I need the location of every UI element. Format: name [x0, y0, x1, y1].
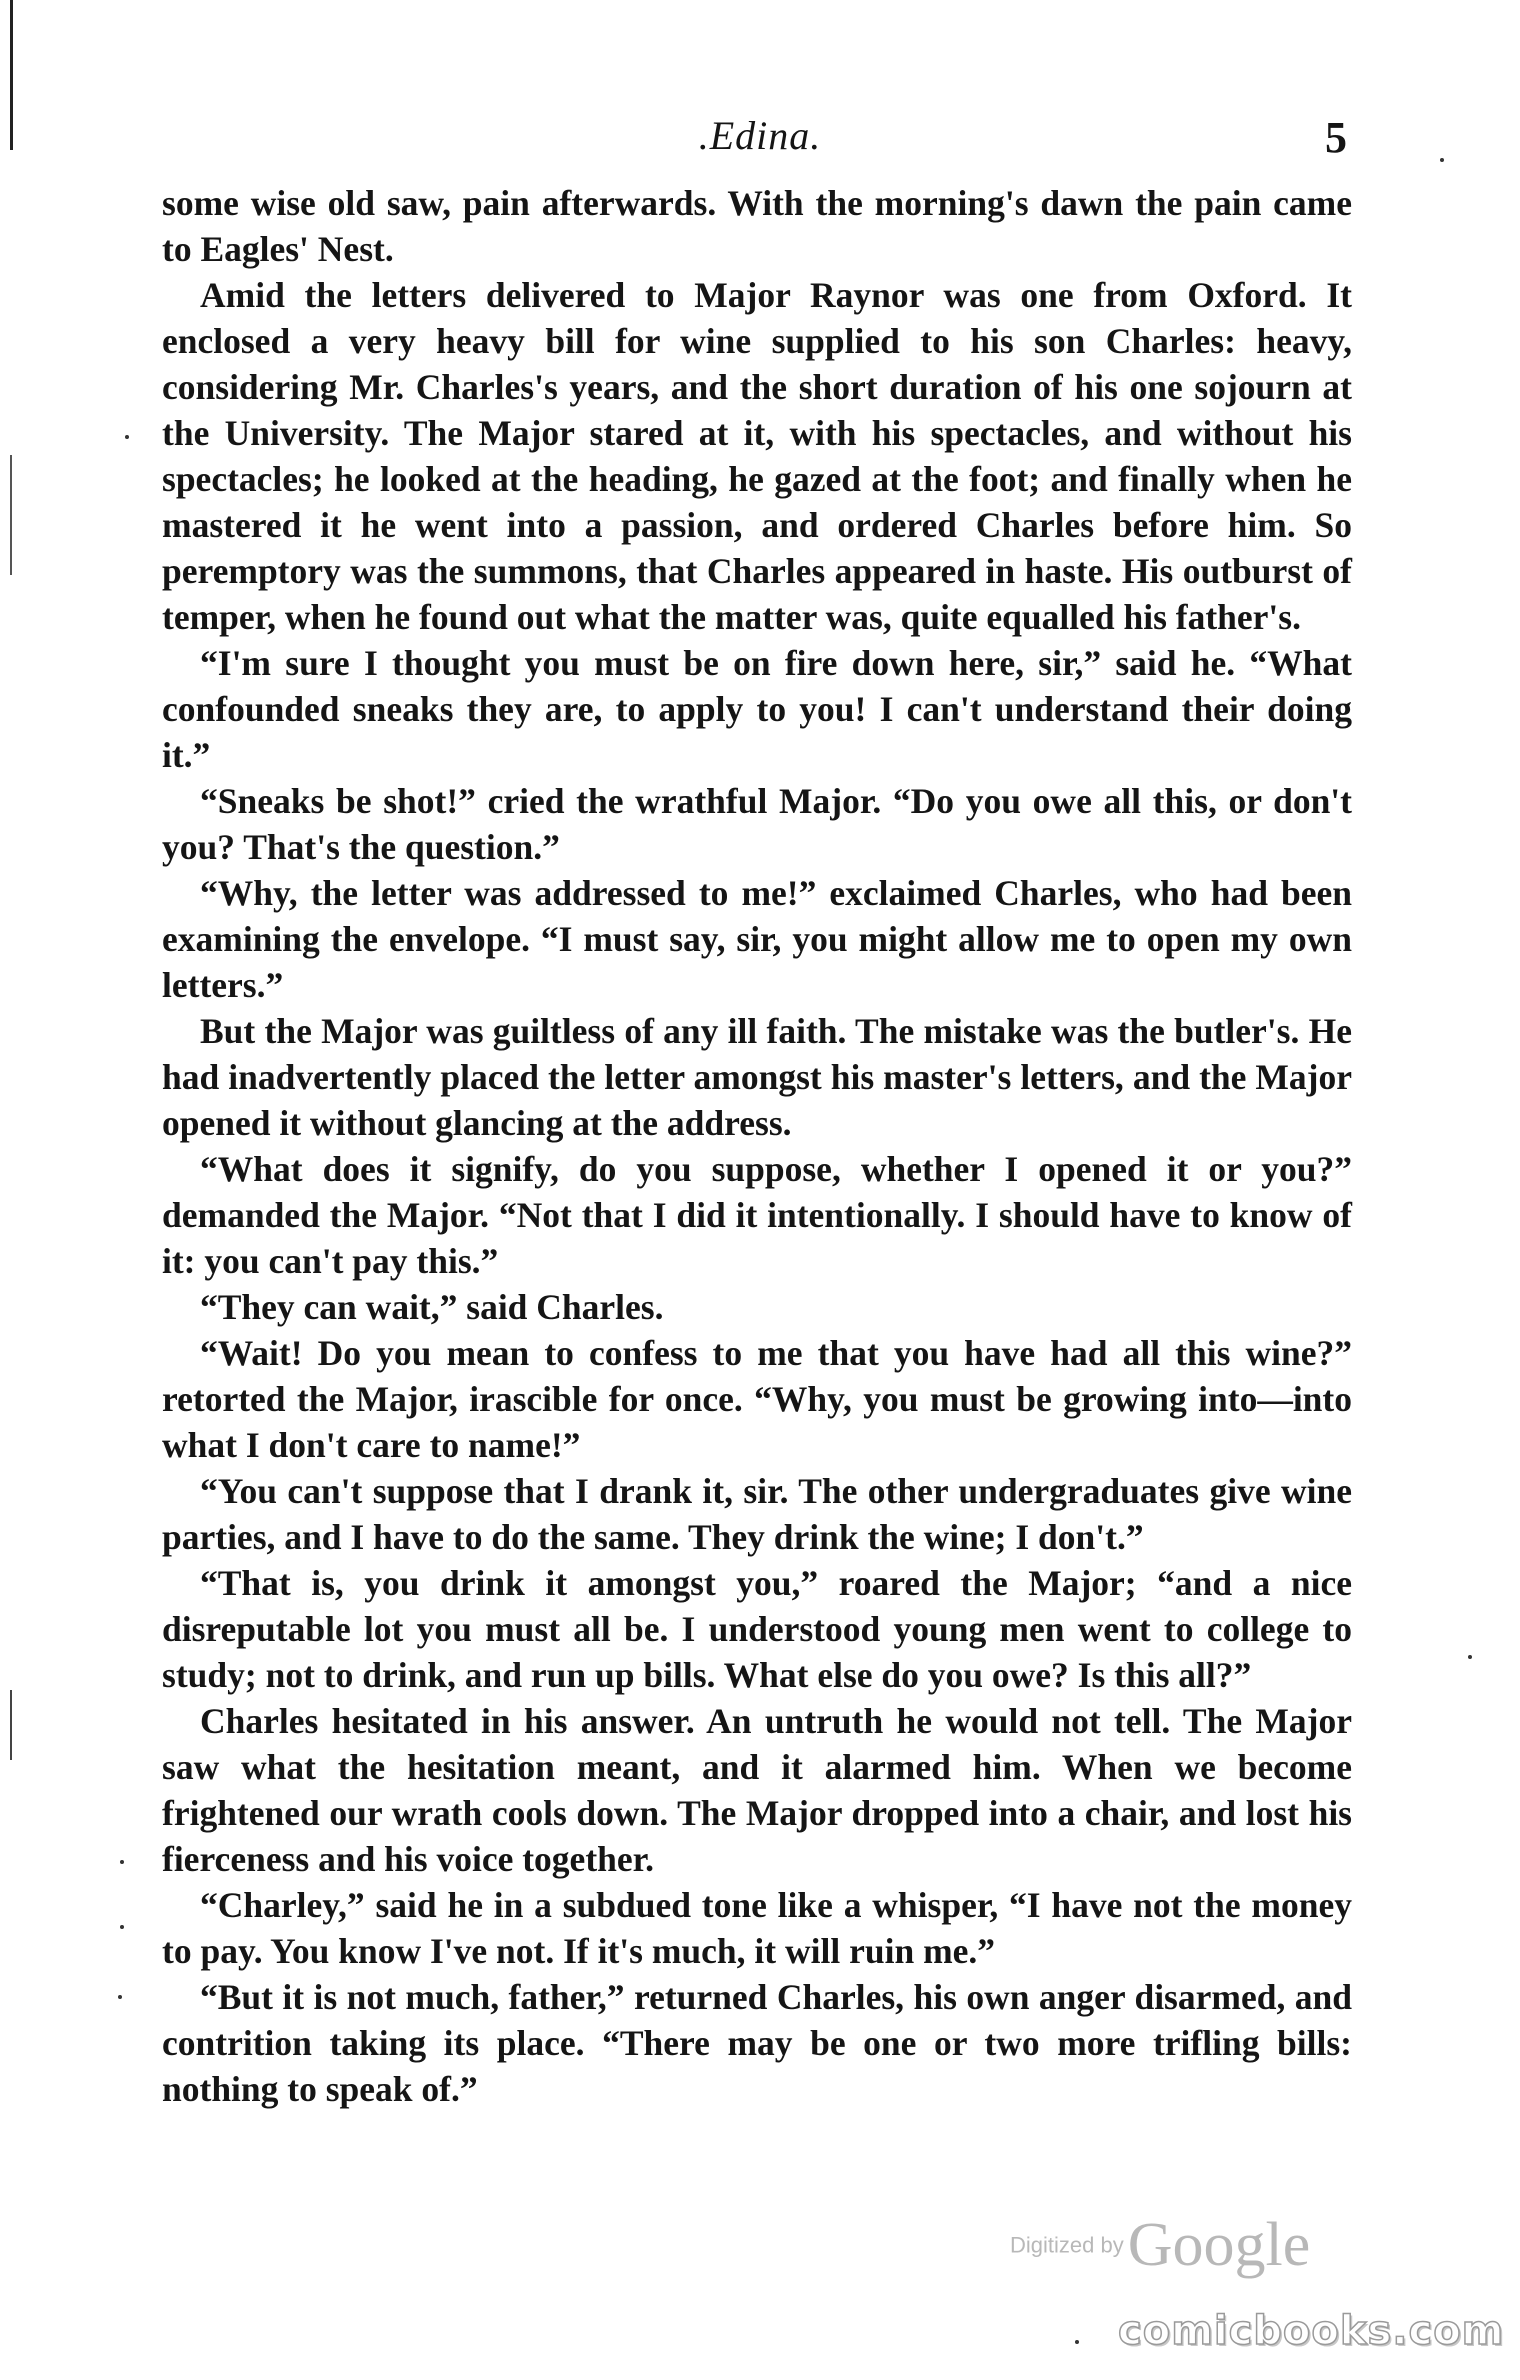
- site-watermark: comicbooks.com: [1118, 2308, 1505, 2354]
- paragraph: Amid the letters delivered to Major Raynor was one from Oxford. It enclosed a very heavy bill for wine supplied to his son Charles: heavy, considering Mr. Charles's years, and the short duration of his one sojourn at the University. The Major stared at it, with his spectacles, and without his spectacles; he looked at the heading, he gazed at the foot; and finally when he mastered it he went into a passion, and ordered Charles before him. So peremptory was the summons, that Charles appeared in haste. His outburst of temper, when he found out what the matter was, quite equalled his father's.: [162, 275, 1352, 637]
- paragraph: “What does it signify, do you suppose, whether I opened it or you?” demanded the Major. “Not that I did it intentionally. I should have to know of it: you can't pay this.”: [162, 1149, 1352, 1281]
- digitized-watermark: [1010, 2210, 1310, 2281]
- paragraph: “They can wait,” said Charles.: [200, 1287, 664, 1327]
- ink-speck: [1075, 2340, 1079, 2344]
- paragraph: “But it is not much, father,” returned Charles, his own anger disarmed, and contrition taking its place. “There may be one or two more trifling bills: nothing to speak of.”: [162, 1977, 1352, 2109]
- ink-speck: [120, 1925, 124, 1929]
- google-logo: Google: [1127, 2211, 1311, 2279]
- paragraph: some wise old saw, pain afterwards. With the morning's dawn the pain came to Eagles' Nest.: [162, 183, 1352, 269]
- page-number: 5: [1325, 113, 1347, 162]
- body-text: [162, 180, 1352, 2112]
- paragraph: “Wait! Do you mean to confess to me that you have had all this wine?” retorted the Major, irascible for once. “Why, you must be growing into—into what I don't care to name!”: [162, 1333, 1352, 1465]
- ink-speck: [120, 1860, 124, 1864]
- paragraph: “I'm sure I thought you must be on fire down here, sir,” said he. “What confounded sneaks they are, to apply to you! I can't understand their doing it.”: [162, 643, 1352, 775]
- paragraph: “You can't suppose that I drank it, sir. The other undergraduates give wine parties, and I have to do the same. They drink the wine; I don't.”: [162, 1471, 1352, 1557]
- paragraph: Charles hesitated in his answer. An untruth he would not tell. The Major saw what the hesitation meant, and it alarmed him. When we become frightened our wrath cools down. The Major dropped into a chair, and lost his fierceness and his voice together.: [162, 1701, 1352, 1879]
- ink-speck: [118, 1995, 122, 1999]
- watermark-prefix: Digitized by: [1010, 2232, 1124, 2258]
- paragraph: “That is, you drink it amongst you,” roared the Major; “and a nice disreputable lot you must all be. I understood young men went to college to study; not to drink, and run up bills. What else do you owe? Is this all?”: [162, 1563, 1352, 1695]
- page-edge-line: [10, 1690, 12, 1760]
- paragraph: “Why, the letter was addressed to me!” exclaimed Charles, who had been examining the envelope. “I must say, sir, you might allow me to open my own letters.”: [162, 873, 1352, 1005]
- page-edge-line: [10, 455, 12, 575]
- paragraph: “Sneaks be shot!” cried the wrathful Major. “Do you owe all this, or don't you? That's the question.”: [162, 781, 1352, 867]
- ink-speck: [1468, 1655, 1472, 1659]
- paragraph: But the Major was guiltless of any ill faith. The mistake was the butler's. He had inadvertently placed the letter amongst his master's letters, and the Major opened it without glancing at the address.: [162, 1011, 1352, 1143]
- ink-speck: [125, 435, 129, 439]
- paragraph: “Charley,” said he in a subdued tone like a whisper, “I have not the money to pay. You know I've not. If it's much, it will ruin me.”: [162, 1885, 1352, 1971]
- running-head: .Edina.: [698, 113, 822, 158]
